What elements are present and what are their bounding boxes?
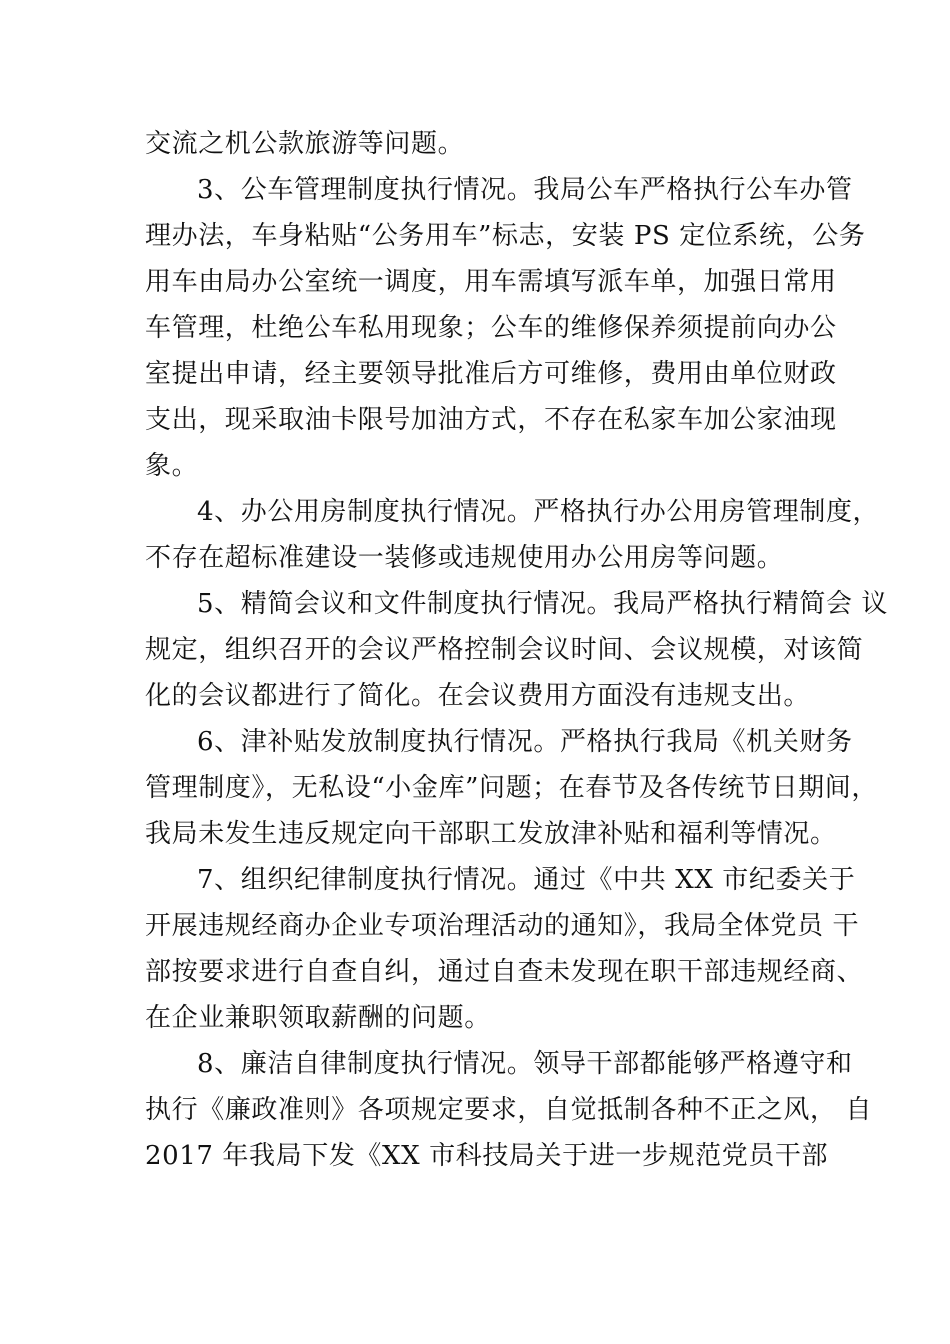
text-line: 象。 xyxy=(145,451,199,481)
text-line: 车管理，杜绝公车私用现象；公车的维修保养须提前向办公 xyxy=(145,313,837,343)
text-line: 化的会议都进行了简化。在会议费用方面没有违规支出。 xyxy=(145,681,811,711)
paragraph-4-first-line: 4、办公用房制度执行情况。严格执行办公用房管理制度， xyxy=(197,497,880,527)
text-line: 室提出申请，经主要领导批准后方可维修，费用由单位财政 xyxy=(145,359,837,389)
text-line: 2017 年我局下发《XX 市科技局关于进一步规范党员干部 xyxy=(145,1141,829,1171)
text-line: 用车由局办公室统一调度，用车需填写派车单，加强日常用 xyxy=(145,267,837,297)
text-line: 不存在超标准建设一装修或违规使用办公用房等问题。 xyxy=(145,543,784,573)
text-line: 管理制度》，无私设“小金库”问题；在春节及各传统节日期间， xyxy=(145,773,878,803)
document-body xyxy=(145,121,889,1179)
paragraph-3-first-line: 3、公车管理制度执行情况。我局公车严格执行公车办管 xyxy=(197,175,853,205)
text-line: 开展违规经商办企业专项治理活动的通知》，我局全体党员 干 xyxy=(145,911,860,941)
paragraph-8-first-line: 8、廉洁自律制度执行情况。领导干部都能够严格遵守和 xyxy=(197,1049,853,1079)
paragraph-5-first-line: 5、精简会议和文件制度执行情况。我局严格执行精简会 议 xyxy=(197,589,889,619)
paragraph-6-first-line: 6、津补贴发放制度执行情况。严格执行我局《机关财务 xyxy=(197,727,853,757)
text-line: 我局未发生违反规定向干部职工发放津补贴和福利等情况。 xyxy=(145,819,837,849)
text-line: 理办法，车身粘贴“公务用车”标志，安装 PS 定位系统，公务 xyxy=(145,221,866,251)
text-line: 执行《廉政准则》各项规定要求，自觉抵制各种不正之风， 自 xyxy=(145,1095,873,1125)
text-line: 部按要求进行自查自纠，通过自查未发现在职干部违规经商、 xyxy=(145,957,864,987)
paragraph-7-first-line: 7、组织纪律制度执行情况。通过《中共 XX 市纪委关于 xyxy=(197,865,856,895)
text-line: 在企业兼职领取薪酬的问题。 xyxy=(145,1003,491,1033)
text-line: 交流之机公款旅游等问题。 xyxy=(145,129,465,159)
text-line: 规定，组织召开的会议严格控制会议时间、会议规模，对该简 xyxy=(145,635,864,665)
text-line: 支出，现采取油卡限号加油方式，不存在私家车加公家油现 xyxy=(145,405,837,435)
